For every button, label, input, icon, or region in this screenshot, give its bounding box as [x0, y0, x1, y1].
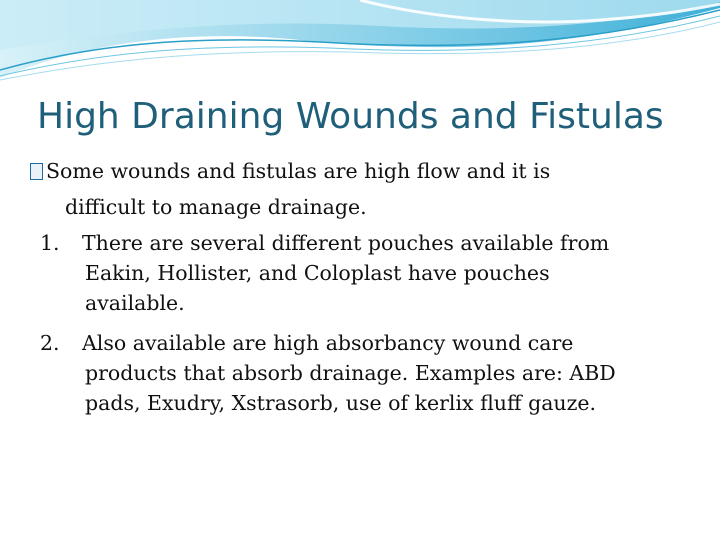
list-item-1-line-3: available.	[85, 291, 185, 315]
header-wave-decoration	[0, 0, 720, 90]
list-item-2-line-3: pads, Exudry, Xstrasorb, use of kerlix fluff gauze.	[85, 391, 597, 415]
bullet-text-1: Some wounds and fistulas are high flow and it is	[46, 159, 551, 183]
bullet-line-1	[30, 156, 550, 186]
list-item-1-line-2: Eakin, Hollister, and Coloplast have pouches	[85, 261, 550, 285]
list-item-1	[40, 228, 609, 258]
slide-title: High Draining Wounds and Fistulas	[37, 96, 664, 137]
list-number-1: 1.	[40, 231, 60, 255]
bullet-line-2: difficult to manage drainage.	[65, 195, 367, 219]
list-item-1-line-1: There are several different pouches available from	[82, 231, 610, 255]
list-number-2: 2.	[40, 331, 60, 355]
list-item-2	[40, 328, 573, 358]
list-item-2-line-2: products that absorb drainage. Examples are: ABD	[85, 361, 616, 385]
list-item-2-line-1: Also available are high absorbancy wound care	[82, 331, 574, 355]
square-bullet-icon	[30, 163, 43, 180]
